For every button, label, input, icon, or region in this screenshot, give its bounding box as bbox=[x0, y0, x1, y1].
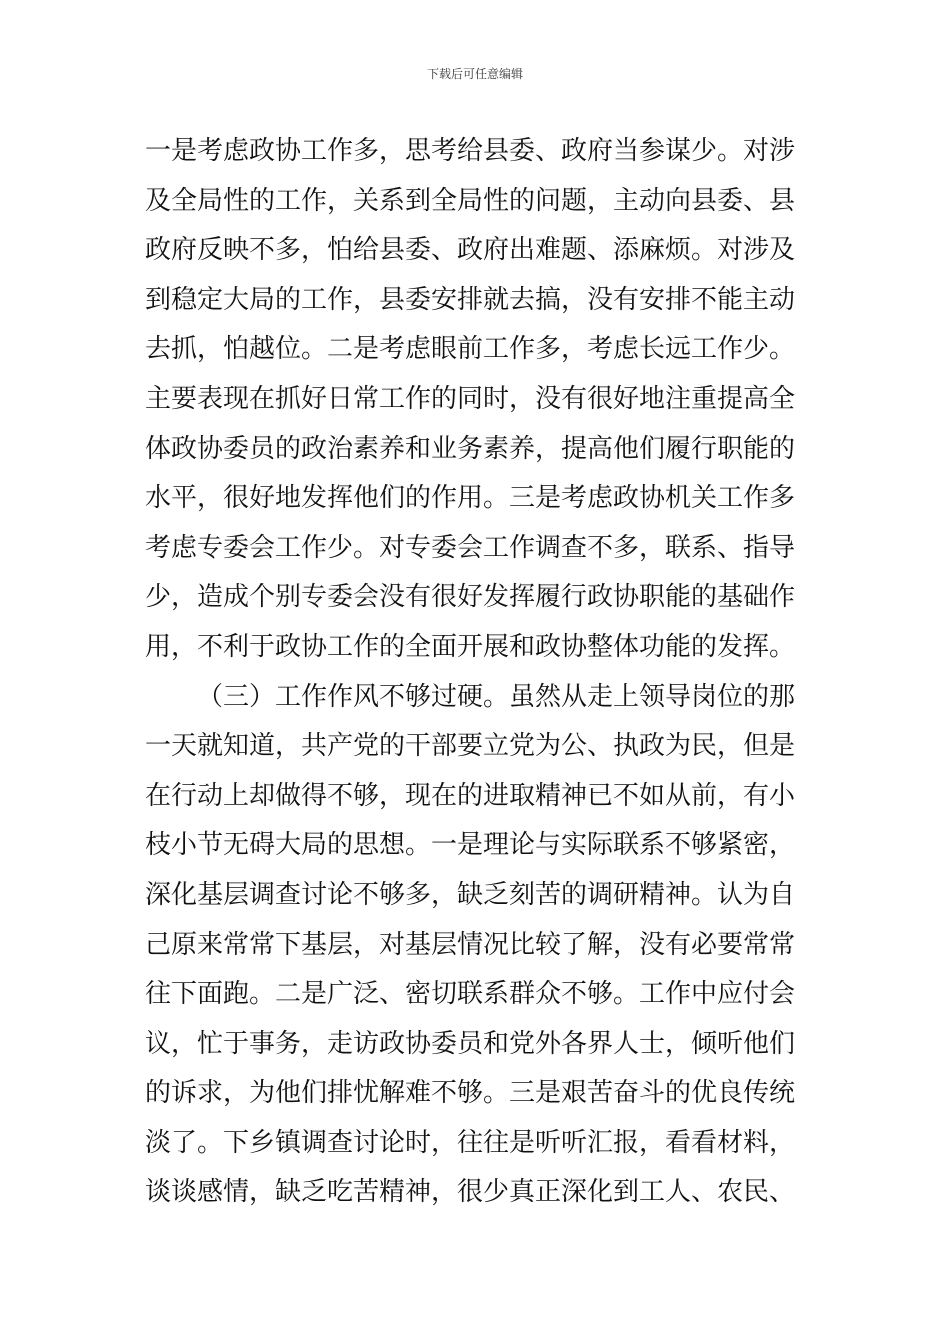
text-line: 考虑专委会工作少。对专委会工作调查不多，联系、指导 bbox=[145, 532, 796, 563]
text-line: 淡了。下乡镇调查讨论时，往往是听听汇报，看看材料， bbox=[145, 1127, 796, 1158]
text-line: 枝小节无碍大局的思想。一是理论与实际联系不够紧密， bbox=[145, 830, 796, 861]
text-line: 深化基层调查讨论不够多，缺乏刻苦的调研精神。认为自 bbox=[145, 879, 796, 910]
text-line: 己原来常常下基层，对基层情况比较了解，没有必要常常 bbox=[145, 929, 796, 960]
paragraph-start-line: （三）工作作风不够过硬。虽然从走上领导岗位的那 bbox=[197, 681, 796, 712]
text-line: 一是考虑政协工作多，思考给县委、政府当参谋少。对涉 bbox=[145, 136, 796, 166]
text-line: 的诉求，为他们排忧解难不够。三是艰苦奋斗的优良传统 bbox=[145, 1078, 796, 1109]
page-header: 下载后可任意编辑 bbox=[426, 67, 523, 81]
text-line: 往下面跑。二是广泛、密切联系群众不够。工作中应付会 bbox=[145, 979, 796, 1010]
document-body bbox=[145, 127, 815, 1218]
text-line: 谈谈感情，缺乏吃苦精神，很少真正深化到工人、农民、 bbox=[145, 1177, 796, 1208]
text-line: 到稳定大局的工作，县委安排就去搞，没有安排不能主动 bbox=[145, 284, 796, 315]
text-line: 水平，很好地发挥他们的作用。三是考虑政协机关工作多 bbox=[145, 483, 796, 514]
text-line: 体政协委员的政治素养和业务素养，提高他们履行职能的 bbox=[145, 433, 796, 464]
text-line: 一天就知道，共产党的干部要立党为公、执政为民，但是 bbox=[145, 731, 796, 762]
text-line: 用，不利于政协工作的全面开展和政协整体功能的发挥。 bbox=[145, 631, 796, 662]
text-line: 议，忙于事务，走访政协委员和党外各界人士，倾听他们 bbox=[145, 1028, 796, 1059]
text-line: 在行动上却做得不够，现在的进取精神已不如从前，有小 bbox=[145, 780, 796, 811]
text-line: 去抓，怕越位。二是考虑眼前工作多，考虑长远工作少。 bbox=[145, 334, 796, 365]
text-line: 及全局性的工作，关系到全局性的问题，主动向县委、县 bbox=[145, 185, 796, 216]
text-line: 政府反映不多，怕给县委、政府出难题、添麻烦。对涉及 bbox=[145, 235, 796, 266]
text-line: 少，造成个别专委会没有很好发挥履行政协职能的基础作 bbox=[145, 582, 796, 613]
text-line: 主要表现在抓好日常工作的同时，没有很好地注重提高全 bbox=[145, 383, 796, 414]
